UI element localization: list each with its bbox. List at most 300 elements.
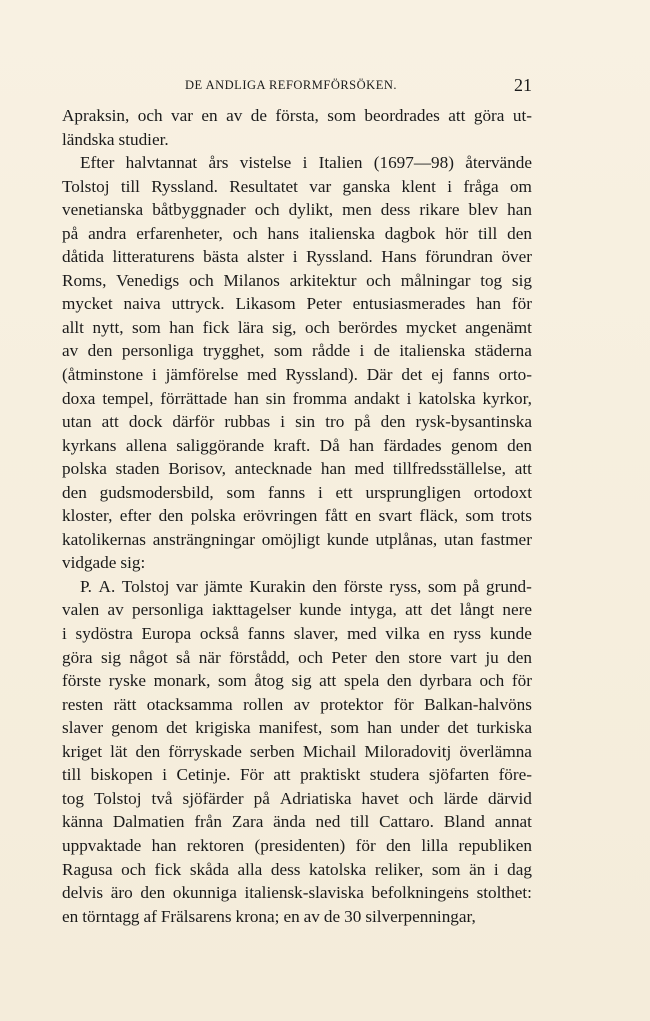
text-word: när bbox=[198, 647, 221, 667]
text-word: ortodoxt bbox=[473, 482, 532, 502]
text-word: fläck, bbox=[419, 506, 458, 526]
text-word: italiensk-slaviska bbox=[244, 883, 364, 903]
text-word: erfarenheter, bbox=[136, 223, 223, 243]
text-line bbox=[62, 787, 532, 811]
text-line bbox=[62, 740, 532, 764]
text-word: resten bbox=[62, 694, 104, 714]
text-word: rådde bbox=[311, 341, 351, 361]
text-word: mycket bbox=[62, 294, 113, 314]
text-word: åtog bbox=[254, 671, 284, 691]
text-word: andakt bbox=[353, 388, 400, 408]
text-word: ej bbox=[431, 365, 444, 385]
text-word: allt bbox=[62, 317, 84, 337]
text-line bbox=[62, 316, 532, 340]
text-word: den bbox=[380, 412, 406, 432]
text-word: grund- bbox=[486, 576, 532, 596]
text-word: båtbyggnader bbox=[152, 200, 246, 220]
text-word: det bbox=[430, 600, 452, 620]
text-word: års bbox=[208, 153, 229, 173]
text-word: av bbox=[303, 906, 320, 926]
text-word: sjöfärder bbox=[182, 788, 244, 808]
text-line bbox=[62, 434, 532, 458]
text-word: silverpenningar, bbox=[365, 906, 476, 926]
text-word: av bbox=[107, 600, 124, 620]
text-line bbox=[62, 363, 532, 387]
text-word: katolska bbox=[418, 388, 476, 408]
text-word: ryske bbox=[108, 671, 146, 691]
text-word: sin bbox=[265, 388, 286, 408]
text-word: första, bbox=[275, 106, 319, 125]
text-word: i bbox=[292, 247, 298, 267]
text-line bbox=[62, 104, 532, 128]
text-word: efter bbox=[119, 506, 152, 526]
body-text bbox=[62, 104, 532, 928]
text-word: något bbox=[129, 647, 168, 667]
text-word: utplånas, bbox=[375, 529, 438, 549]
text-word: tillfredsställelse, bbox=[392, 459, 506, 479]
text-word: till bbox=[478, 223, 498, 243]
text-word: antecknade bbox=[234, 459, 313, 479]
text-word: han bbox=[169, 317, 195, 337]
text-word: Ryssland). bbox=[285, 365, 358, 385]
text-word: den bbox=[135, 741, 161, 761]
text-word: ryss, bbox=[389, 576, 422, 596]
text-word: slaver, bbox=[293, 624, 339, 644]
text-word: naiva bbox=[123, 294, 161, 314]
text-word: förundran bbox=[425, 247, 493, 267]
text-word: dess bbox=[270, 859, 301, 879]
text-line bbox=[62, 858, 532, 882]
text-word: tro bbox=[325, 412, 345, 432]
text-word: de bbox=[323, 906, 341, 926]
text-word: biskopen bbox=[90, 765, 153, 785]
text-word: den bbox=[140, 883, 166, 903]
text-word: han bbox=[507, 200, 532, 220]
text-word: i bbox=[317, 482, 323, 502]
text-word: alla bbox=[237, 859, 263, 879]
text-word: dylikt, bbox=[288, 200, 334, 220]
text-word: en bbox=[428, 624, 445, 644]
text-word: Efter bbox=[80, 153, 115, 173]
text-line bbox=[62, 175, 532, 199]
text-word: ansträngningar bbox=[152, 529, 255, 549]
text-word: på bbox=[354, 412, 371, 432]
text-word: det bbox=[447, 718, 469, 738]
text-word: som bbox=[273, 341, 303, 361]
text-word: förstådd, bbox=[229, 647, 290, 667]
text-word: alster bbox=[247, 247, 285, 267]
text-word: till bbox=[120, 176, 140, 196]
text-line bbox=[62, 457, 532, 481]
text-word: en bbox=[62, 906, 79, 926]
text-word: studera bbox=[369, 765, 420, 785]
text-word: doxa bbox=[62, 388, 96, 408]
text-word: Frälsarens bbox=[160, 906, 232, 926]
text-line bbox=[62, 763, 532, 787]
text-word: Ryssland. bbox=[151, 176, 218, 196]
text-word: återvände bbox=[465, 153, 532, 173]
text-word: tempel, bbox=[102, 388, 154, 408]
text-word: valen bbox=[62, 600, 100, 620]
text-word: den bbox=[87, 341, 113, 361]
text-word: att bbox=[101, 412, 119, 432]
text-word: tog bbox=[62, 788, 84, 808]
text-word: jämte bbox=[204, 576, 243, 596]
text-word: därvid bbox=[487, 788, 532, 808]
text-line bbox=[62, 575, 532, 599]
text-word: kraft. bbox=[273, 435, 311, 455]
text-line bbox=[62, 387, 532, 411]
text-word: trots bbox=[501, 506, 532, 526]
text-word: katolikernas bbox=[62, 529, 146, 549]
text-word: sig, bbox=[272, 317, 297, 337]
text-word: rätt bbox=[113, 694, 137, 714]
text-word: rollen bbox=[243, 694, 284, 714]
text-word: halvtannat bbox=[125, 153, 198, 173]
text-word: personliga bbox=[131, 600, 204, 620]
text-word: för bbox=[511, 294, 532, 314]
text-word: med bbox=[247, 365, 277, 385]
text-word: före- bbox=[498, 765, 532, 785]
text-word: Apraksin, bbox=[62, 106, 130, 125]
text-word: mycket bbox=[406, 317, 457, 337]
text-line bbox=[62, 292, 532, 316]
text-line bbox=[62, 481, 532, 505]
text-word: klent bbox=[401, 176, 436, 196]
text-word: reliker, bbox=[374, 859, 424, 879]
text-word: af bbox=[143, 906, 157, 926]
text-word: fanns bbox=[267, 482, 306, 502]
text-word: (1697—98) bbox=[373, 153, 454, 173]
text-word: i bbox=[152, 365, 157, 385]
text-word: han bbox=[367, 718, 393, 738]
text-word: och bbox=[366, 270, 391, 290]
text-word: Europa bbox=[141, 624, 192, 644]
text-word: havet bbox=[361, 788, 399, 808]
text-line bbox=[62, 269, 532, 293]
text-word: han bbox=[233, 388, 259, 408]
text-word: den bbox=[507, 647, 532, 667]
text-word: i bbox=[280, 412, 286, 432]
text-word: långt bbox=[459, 600, 495, 620]
paper-speck bbox=[455, 887, 457, 889]
text-word: serben bbox=[249, 741, 295, 761]
text-word: sig bbox=[291, 671, 312, 691]
text-word: som bbox=[226, 482, 256, 502]
text-line bbox=[62, 669, 532, 693]
text-word: två bbox=[151, 788, 173, 808]
text-word: sydöstra bbox=[75, 624, 133, 644]
text-word: studier. bbox=[118, 129, 169, 149]
text-word: känna bbox=[62, 812, 104, 832]
text-word: Dalmatien bbox=[112, 812, 185, 832]
text-word: fått bbox=[324, 506, 348, 526]
text-line bbox=[62, 646, 532, 670]
text-word: ned bbox=[315, 812, 341, 832]
text-word: göra bbox=[473, 106, 505, 125]
text-word: att bbox=[273, 765, 291, 785]
text-word: allena bbox=[125, 435, 167, 455]
text-word: Hans bbox=[381, 247, 417, 267]
text-word: lät bbox=[110, 741, 128, 761]
text-word: den bbox=[375, 647, 400, 667]
text-word: berördes bbox=[338, 317, 398, 337]
text-word: den bbox=[62, 482, 87, 502]
text-word: av bbox=[62, 341, 79, 361]
text-line bbox=[62, 128, 532, 152]
text-line bbox=[62, 245, 532, 269]
text-word: dock bbox=[128, 412, 163, 432]
text-line bbox=[62, 881, 532, 905]
text-word: sjöfarten bbox=[428, 765, 490, 785]
text-word: dåtida bbox=[62, 247, 104, 267]
text-word: törntagg bbox=[82, 906, 140, 926]
text-line bbox=[62, 551, 532, 575]
text-word: genom bbox=[450, 435, 498, 455]
text-word: italienska bbox=[308, 223, 375, 243]
text-word: för bbox=[511, 671, 532, 691]
text-word: skåda bbox=[189, 859, 229, 879]
text-word: fanns bbox=[247, 624, 285, 644]
text-word: ryss bbox=[453, 624, 482, 644]
text-word: omöjligt bbox=[261, 529, 320, 549]
text-word: som bbox=[431, 859, 461, 879]
text-word: i bbox=[162, 765, 167, 785]
text-word: spela bbox=[343, 671, 380, 691]
text-word: stolthet: bbox=[476, 883, 532, 903]
text-word: den bbox=[386, 671, 412, 691]
text-word: hör bbox=[445, 223, 469, 243]
text-word: entusiasmerades bbox=[352, 294, 466, 314]
text-word: praktiskt bbox=[300, 765, 361, 785]
text-line bbox=[62, 716, 532, 740]
text-word: kunde bbox=[326, 529, 369, 549]
text-word: i bbox=[447, 176, 453, 196]
text-word: kloster, bbox=[62, 506, 113, 526]
text-word: staden bbox=[115, 459, 160, 479]
text-word: och bbox=[137, 106, 163, 125]
text-word: städerna bbox=[474, 341, 532, 361]
text-word: monark, bbox=[153, 671, 211, 691]
text-word: slaver bbox=[62, 718, 104, 738]
text-word: till bbox=[62, 765, 82, 785]
text-word: Miloradovitj bbox=[364, 741, 452, 761]
text-word: fick bbox=[154, 859, 182, 879]
text-word: över bbox=[501, 247, 532, 267]
text-word: Likasom bbox=[235, 294, 296, 314]
text-word: A. bbox=[98, 576, 116, 596]
text-word: som bbox=[327, 106, 356, 125]
text-word: kunde bbox=[299, 600, 342, 620]
text-word: en bbox=[201, 106, 218, 125]
text-word: kyrkor, bbox=[482, 388, 532, 408]
text-word: andra bbox=[88, 223, 127, 243]
text-word: fromma bbox=[292, 388, 348, 408]
text-word: han bbox=[476, 294, 502, 314]
text-word: Bland bbox=[443, 812, 485, 832]
text-word: vilka bbox=[385, 624, 420, 644]
text-word: Kurakin bbox=[249, 576, 306, 596]
text-word: till bbox=[350, 812, 370, 832]
text-word: delvis bbox=[62, 883, 104, 903]
text-word: Roms, bbox=[62, 270, 107, 290]
text-word: republiken bbox=[458, 835, 532, 855]
text-line bbox=[62, 528, 532, 552]
text-word: som bbox=[132, 317, 161, 337]
text-word: venetianska bbox=[62, 200, 144, 220]
text-word: kyrkans bbox=[62, 435, 117, 455]
text-word: förrättade bbox=[160, 388, 228, 408]
text-line bbox=[62, 622, 532, 646]
text-word: med bbox=[354, 459, 385, 479]
text-word: nere bbox=[502, 600, 532, 620]
text-line bbox=[62, 693, 532, 717]
text-word: sig bbox=[100, 647, 122, 667]
text-word: Borisov, bbox=[168, 459, 226, 479]
text-word: (presidenten) bbox=[254, 835, 346, 855]
text-word: så bbox=[176, 647, 191, 667]
text-word: den bbox=[507, 435, 532, 455]
text-word: ett bbox=[335, 482, 353, 502]
text-line bbox=[62, 504, 532, 528]
text-word: P. bbox=[80, 576, 92, 596]
text-word: och bbox=[408, 788, 434, 808]
text-word: Adriatiska bbox=[279, 788, 352, 808]
text-word: ända bbox=[273, 812, 306, 832]
text-word: men bbox=[342, 200, 372, 220]
text-word: rysk-bysantinska bbox=[415, 412, 532, 432]
text-word: och bbox=[232, 223, 258, 243]
text-word: blev bbox=[468, 200, 499, 220]
text-word: gudsmodersbild, bbox=[99, 482, 214, 502]
text-word: i bbox=[493, 859, 499, 879]
text-word: För bbox=[239, 765, 264, 785]
text-word: dyrbara bbox=[419, 671, 472, 691]
text-word: Tolstoj bbox=[93, 788, 142, 808]
text-word: av bbox=[293, 694, 310, 714]
text-word: en bbox=[355, 506, 372, 526]
text-word: den bbox=[312, 576, 338, 596]
text-word: och bbox=[298, 647, 323, 667]
text-word: genom bbox=[111, 718, 158, 738]
text-word: än bbox=[469, 859, 486, 879]
text-word: det bbox=[401, 365, 423, 385]
text-word: var bbox=[309, 176, 332, 196]
text-word: dagbok bbox=[384, 223, 436, 243]
text-line bbox=[62, 834, 532, 858]
text-word: 30 bbox=[344, 906, 362, 926]
text-word: i bbox=[302, 153, 308, 173]
text-word: rubbas bbox=[224, 412, 271, 432]
text-word: Zara bbox=[231, 812, 264, 832]
text-word: förste bbox=[343, 576, 383, 596]
text-word: jämförelse bbox=[165, 365, 239, 385]
text-word: nytt, bbox=[92, 317, 124, 337]
text-word: ländska bbox=[62, 129, 115, 149]
text-word: på bbox=[463, 576, 480, 596]
text-word: polska bbox=[190, 506, 236, 526]
text-word: krigiska bbox=[195, 718, 251, 738]
text-word: i bbox=[359, 341, 365, 361]
text-word: också bbox=[199, 624, 240, 644]
page-number: 21 bbox=[514, 75, 532, 95]
text-word: fråga bbox=[463, 176, 499, 196]
text-word: dag bbox=[507, 859, 532, 879]
text-word: därför bbox=[172, 412, 215, 432]
text-word: befolkningens bbox=[371, 883, 469, 903]
text-word: Michail bbox=[302, 741, 357, 761]
text-word: beordrades bbox=[364, 106, 440, 125]
text-word: vidgade bbox=[62, 553, 117, 573]
text-word: om bbox=[509, 176, 532, 196]
text-word: som bbox=[330, 718, 360, 738]
text-word: den bbox=[507, 223, 532, 243]
text-word: vart bbox=[450, 647, 477, 667]
text-word: polska bbox=[62, 459, 107, 479]
text-word: och bbox=[121, 859, 146, 879]
running-title: DE ANDLIGA REFORMFÖRSÖKEN. bbox=[185, 78, 397, 92]
text-word: som bbox=[427, 576, 457, 596]
text-word: arkitektur bbox=[289, 270, 357, 290]
text-word: lärde bbox=[443, 788, 478, 808]
text-word: lilla bbox=[421, 835, 449, 855]
text-word: den bbox=[158, 506, 184, 526]
text-word: han bbox=[320, 459, 346, 479]
text-word: sig: bbox=[120, 553, 146, 573]
text-line bbox=[62, 905, 532, 929]
text-word: han bbox=[349, 435, 374, 455]
text-word: Tolstoj bbox=[121, 576, 170, 596]
text-word: dess bbox=[380, 200, 411, 220]
text-word: målningar bbox=[400, 270, 471, 290]
text-word: Ragusa bbox=[62, 859, 113, 879]
text-word: erövringen bbox=[242, 506, 318, 526]
text-line bbox=[62, 151, 532, 175]
text-word: som bbox=[218, 671, 247, 691]
text-word: under bbox=[400, 718, 440, 738]
text-line bbox=[62, 339, 532, 363]
text-word: fick bbox=[202, 317, 230, 337]
text-word: ut- bbox=[512, 106, 532, 125]
text-word: protektor bbox=[320, 694, 384, 714]
text-word: han bbox=[151, 835, 177, 855]
text-word: som bbox=[465, 506, 494, 526]
text-word: hans bbox=[267, 223, 300, 243]
text-word: sig bbox=[511, 270, 532, 290]
text-word: att bbox=[514, 459, 532, 479]
text-word: i bbox=[406, 388, 412, 408]
text-word: Ryssland. bbox=[306, 247, 373, 267]
text-word: Milanos bbox=[223, 270, 280, 290]
text-word: förryskade bbox=[168, 741, 242, 761]
text-word: den bbox=[386, 835, 411, 855]
text-word: de bbox=[250, 106, 267, 125]
text-word: Där bbox=[366, 365, 393, 385]
text-word: angenämt bbox=[465, 317, 532, 337]
text-word: manifest, bbox=[258, 718, 323, 738]
text-word: Då bbox=[319, 435, 340, 455]
text-word: italienska bbox=[399, 341, 466, 361]
text-word: i bbox=[62, 624, 67, 644]
text-word: Venedigs bbox=[116, 270, 180, 290]
text-word: att bbox=[319, 671, 337, 691]
text-word: bästa bbox=[203, 247, 239, 267]
text-word: på bbox=[62, 223, 79, 243]
text-word: att bbox=[448, 106, 466, 125]
text-word: var bbox=[175, 576, 198, 596]
text-line bbox=[62, 198, 532, 222]
page-header bbox=[62, 75, 532, 99]
